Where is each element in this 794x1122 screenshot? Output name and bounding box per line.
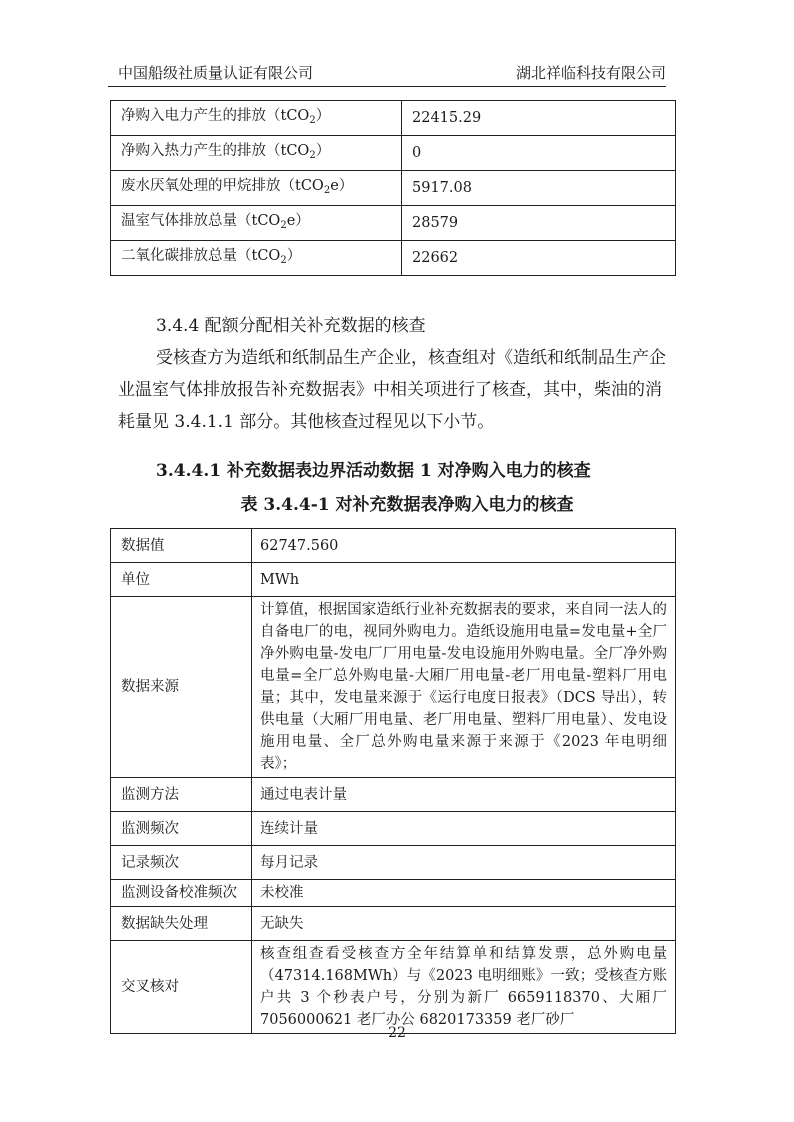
row-value: 核查组查看受核查方全年结算单和结算发票，总外购电量（47314.168MWh）与《2023 电明细账》一致；受核查方账户共 3 个秒表户号，分别为新厂 6659118370、大厢厂 7056000621 老厂办公 6820173359 老厂砂厂 bbox=[252, 941, 676, 1034]
row-label: 记录频次 bbox=[111, 846, 252, 880]
verification-table bbox=[110, 528, 676, 1034]
row-value: 22415.29 bbox=[402, 101, 676, 136]
table-row bbox=[111, 778, 676, 812]
page-header bbox=[108, 62, 666, 87]
table-caption: 表 3.4.4-1 对补充数据表净购入电力的核查 bbox=[240, 495, 574, 515]
row-value: 62747.560 bbox=[252, 529, 676, 563]
row-label: 净购入电力产生的排放（tCO$_2$） bbox=[111, 101, 402, 136]
row-value: 通过电表计量 bbox=[252, 778, 676, 812]
row-value: 22662 bbox=[402, 241, 676, 276]
row-value: 无缺失 bbox=[252, 907, 676, 941]
table-row bbox=[111, 907, 676, 941]
row-label: 废水厌氧处理的甲烷排放（tCO$_2$e） bbox=[111, 171, 402, 206]
row-value: 未校准 bbox=[252, 880, 676, 907]
table-row bbox=[111, 241, 676, 276]
row-value: 5917.08 bbox=[402, 171, 676, 206]
table-row bbox=[111, 101, 676, 136]
emissions-table bbox=[110, 100, 676, 276]
row-value: MWh bbox=[252, 563, 676, 597]
row-value: 0 bbox=[402, 136, 676, 171]
table-row bbox=[111, 171, 676, 206]
row-label: 温室气体排放总量（tCO$_2$e） bbox=[111, 206, 402, 241]
table-row bbox=[111, 846, 676, 880]
subsection-title: 3.4.4.1 补充数据表边界活动数据 1 对净购入电力的核查 bbox=[156, 461, 591, 481]
header-left: 中国船级社质量认证有限公司 bbox=[118, 64, 314, 82]
table-row bbox=[111, 136, 676, 171]
row-label: 单位 bbox=[111, 563, 252, 597]
row-value: 连续计量 bbox=[252, 812, 676, 846]
row-value: 28579 bbox=[402, 206, 676, 241]
row-label: 数据缺失处理 bbox=[111, 907, 252, 941]
row-label: 数据来源 bbox=[111, 597, 252, 778]
row-label: 监测频次 bbox=[111, 812, 252, 846]
table-row bbox=[111, 529, 676, 563]
row-label: 监测设备校准频次 bbox=[111, 880, 252, 907]
table-row bbox=[111, 206, 676, 241]
row-value: 计算值，根据国家造纸行业补充数据表的要求，来自同一法人的自备电厂的电，视同外购电力。造纸设施用电量=发电量+全厂净外购电量-发电厂厂用电量-发电设施用外购电量。全厂净外购电量=全厂总外购电量-大厢厂用电量-老厂用电量-塑料厂用电量；其中，发电量来源于《运行电度日报表》（DCS 导出），转供电量（大厢厂用电量、老厂用电量、塑料厂用电量）、发电设施用电量、全厂总外购电量来源于来源于《2023 年电明细表》； bbox=[252, 597, 676, 778]
table-row bbox=[111, 597, 676, 778]
row-label: 净购入热力产生的排放（tCO$_2$） bbox=[111, 136, 402, 171]
row-value: 每月记录 bbox=[252, 846, 676, 880]
table-row bbox=[111, 941, 676, 1034]
body-paragraph: 受核查方为造纸和纸制品生产企业，核查组对《造纸和纸制品生产企业温室气体排放报告补充数据表》中相关项进行了核查，其中，柴油的消耗量见 3.4.1.1 部分。其他核查过程见以下小节。 bbox=[118, 348, 666, 432]
table-row bbox=[111, 563, 676, 597]
row-label: 监测方法 bbox=[111, 778, 252, 812]
page-number: 22 bbox=[388, 1025, 406, 1041]
table-row bbox=[111, 812, 676, 846]
table-row bbox=[111, 880, 676, 907]
header-right: 湖北祥临科技有限公司 bbox=[515, 64, 666, 82]
row-label: 二氧化碳排放总量（tCO$_2$） bbox=[111, 241, 402, 276]
row-label: 数据值 bbox=[111, 529, 252, 563]
section-title: 3.4.4 配额分配相关补充数据的核查 bbox=[156, 316, 426, 336]
row-label: 交叉核对 bbox=[111, 941, 252, 1034]
